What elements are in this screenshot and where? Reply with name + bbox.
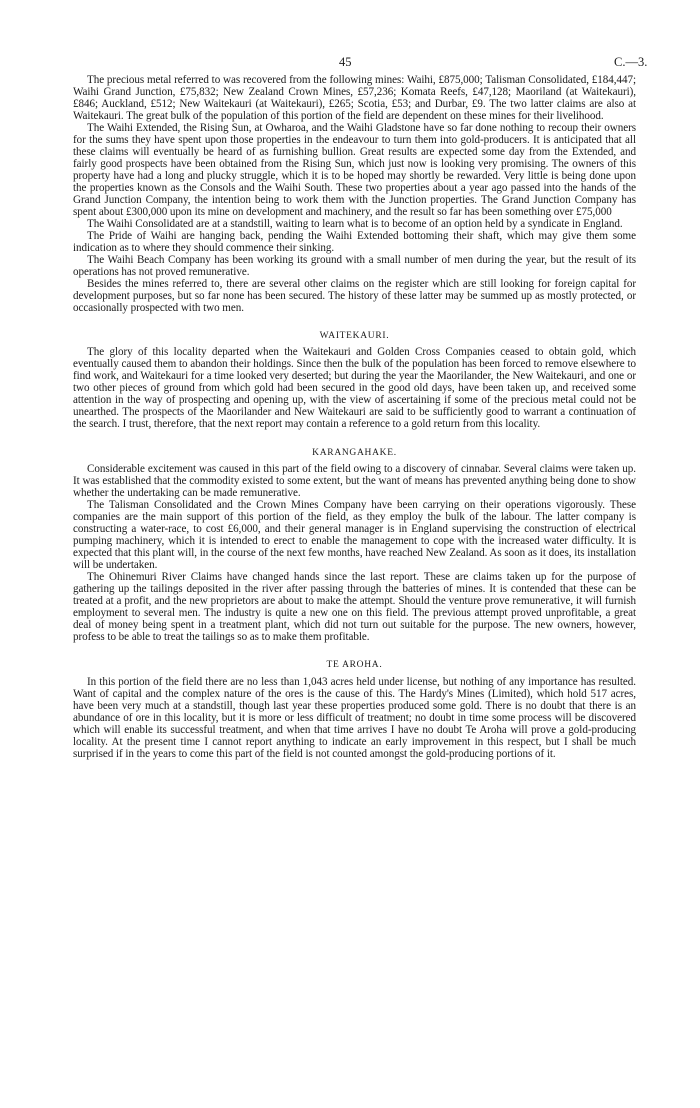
intro-section	[73, 74, 636, 314]
section-heading: WAITEKAURI.	[319, 331, 390, 341]
waitekauri-section	[73, 331, 636, 430]
paragraph: In this portion of the field there are no less than 1,043 acres held under license, but nothing of any importance has resulted. Want of capital and the complex nature of the ores is the cause of this. The Hardy's Mines (Limited), which hold 517 acres, have been very much at a standstill, though last year these properties produced some gold. There is no doubt that there is an abundance of ore in this locality, but it is more or less difficult of treatment; no doubt in time some process will be discovered which will enable its successful treatment, and when that time arrives I have no doubt Te Aroha will prove a gold-producing locality. At the present time I cannot report anything to indicate an early improvement in this respect, but I shall be much surprised if in the years to come this part of the field is not counted amongst the gold-producing portions of it.	[73, 676, 636, 760]
document-reference: C.—3.	[614, 55, 648, 69]
section-heading: TE AROHA.	[326, 660, 383, 670]
paragraph: The Waihi Extended, the Rising Sun, at Owharoa, and the Waihi Gladstone have so far done nothing to recoup their owners for the sums they have spent upon those properties in the endeavour to turn them into gold-producers. It is anticipated that all these claims will eventually be heard of as furnishing bullion. Great results are expected some day from the Extended, and fairly good prospects have been obtained from the Rising Sun, which just now is looking very promising. The owners of this property have had a long and plucky struggle, which it is to be hoped may shortly be rewarded. Very little is being done upon the properties known as the Consols and the Waihi South. These two properties about a year ago passed into the hands of the Grand Junction Company, the intention being to work them with the Junction properties. The Grand Junction Company has spent about £300,000 upon its mine on development and machinery, and the result so far has been something over £75,000	[73, 122, 636, 218]
paragraph: The glory of this locality departed when the Waitekauri and Golden Cross Companies ceased to obtain gold, which eventually caused them to abandon their holdings. Since then the bulk of the population has been forced to remove elsewhere to find work, and Waitekauri for a time looked very deserted; but during the year the Maorilander, the New Waitekauri, and one or two other pieces of ground from which gold had been secured in the good old days, have been taken up, and received some attention in the way of prospecting and opening up, with the view of ascertaining if some of the precious metal could not be unearthed. The prospects of the Maorilander and New Waitekauri are said to be sufficiently good to warrant a continuation of the search. I trust, therefore, that the next report may contain a reference to a gold return from this locality.	[73, 346, 636, 430]
paragraph: The Waihi Beach Company has been working its ground with a small number of men during the year, but the result of its operations has not proved remunerative.	[73, 254, 636, 278]
page-header	[0, 55, 700, 71]
paragraph: Considerable excitement was caused in this part of the field owing to a discovery of cinnabar. Several claims were taken up. It was established that the commodity existed to some extent, but the want of means has prevented anything being done to show whether the undertaking can be made remunerative.	[73, 463, 636, 499]
paragraph: The Talisman Consolidated and the Crown Mines Company have been carrying on their operations vigorously. These companies are the main support of this portion of the field, as they employ the bulk of the labour. The latter company is constructing a water-race, to cost £6,000, and their general manager is in England supervising the construction of electrical pumping machinery, which it is intended to erect to enable the management to cope with the increased water difficulty. It is expected that this plant will, in the course of the next few months, have reached New Zealand. As soon as it does, its installation will be undertaken.	[73, 499, 636, 571]
page-body	[73, 74, 636, 760]
te-aroha-section	[73, 660, 636, 760]
page-number: 45	[339, 55, 352, 69]
karangahake-section	[73, 448, 636, 643]
paragraph: The precious metal referred to was recovered from the following mines: Waihi, £875,000; Talisman Consolidated, £184,447; Waihi Grand Junction, £75,832; New Zealand Crown Mines, £57,236; Komata Reefs, £47,128; Maoriland (at Waitekauri), £846; Auckland, £512; New Waitekauri (at Waitekauri), £265; Scotia, £53; and Durbar, £9. The two latter claims are also at Waitekauri. The great bulk of the population of this portion of the field are dependent on these mines for their livelihood.	[73, 74, 636, 122]
section-heading: KARANGAHAKE.	[312, 448, 397, 458]
paragraph: The Waihi Consolidated are at a standstill, waiting to learn what is to become of an option held by a syndicate in England.	[87, 218, 623, 230]
paragraph: Besides the mines referred to, there are several other claims on the register which are still looking for foreign capital for development purposes, but so far none has been secured. The history of these latter may be summed up as mostly protected, or occasionally prospected with two men.	[73, 278, 636, 314]
paragraph: The Pride of Waihi are hanging back, pending the Waihi Extended bottoming their shaft, which may give them some indication as to where they should commence their sinking.	[73, 230, 636, 254]
paragraph: The Ohinemuri River Claims have changed hands since the last report. These are claims taken up for the purpose of gathering up the tailings deposited in the river after passing through the batteries of mines. It is contended that these can be treated at a profit, and the new proprietors are about to make the attempt. Should the venture prove remunerative, it will furnish employment to several men. The industry is quite a new one on this field. The previous attempt proved unprofitable, a great deal of money being spent in a treatment plant, which did not turn out suitable for the purpose. The new owners, however, profess to be able to treat the tailings so as to make them profitable.	[73, 571, 636, 643]
